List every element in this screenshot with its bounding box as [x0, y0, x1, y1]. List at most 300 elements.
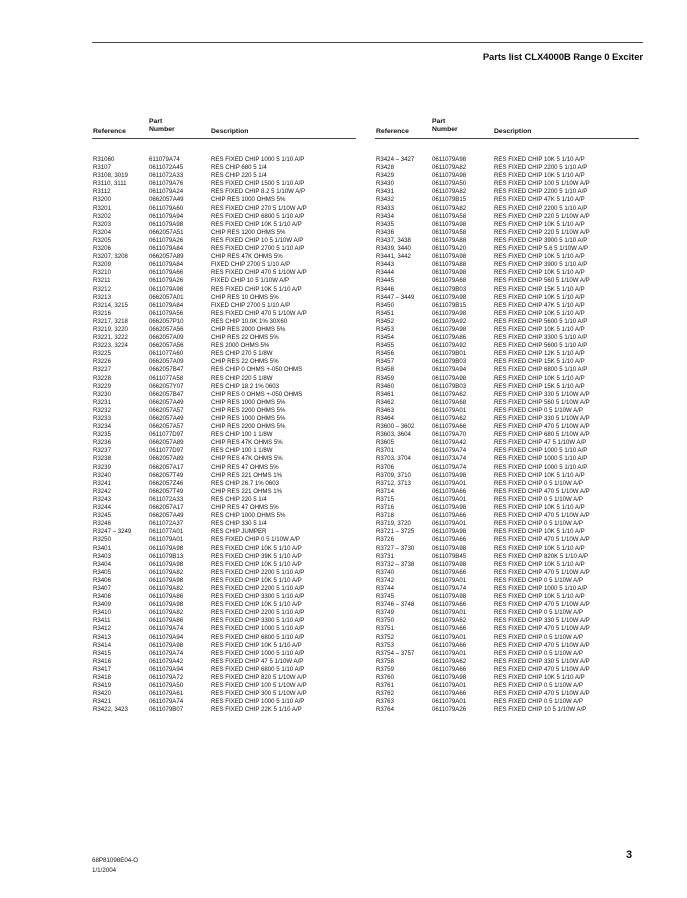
table-row	[92, 399, 356, 407]
description-cell: RES FIXED CHIP 10K 5 1/10 A/P	[494, 156, 585, 163]
description-cell: RES FIXED CHIP 10K 5 1/10 A/P	[494, 674, 585, 681]
table-row	[92, 650, 356, 658]
reference-cell: R3231	[93, 398, 111, 406]
description-cell: RES FIXED CHIP 10K 5 1/10 A/P	[494, 471, 585, 479]
description-cell: RES FIXED CHIP 10K 5 1/10 A/P	[494, 560, 585, 568]
part-number-cell: 0611079A98	[432, 269, 467, 277]
reference-cell: R3237	[93, 447, 111, 455]
table-row	[92, 504, 356, 512]
reference-cell: R3416	[93, 657, 111, 665]
document-number: 68P81098E04-O	[92, 857, 139, 864]
description-cell: RES FIXED CHIP 470 5 1/10W A/P	[211, 309, 307, 317]
table-row	[375, 261, 639, 269]
part-number-cell: 0611079A98	[432, 293, 467, 301]
reference-cell: R3202	[93, 212, 111, 220]
part-number-cell: 0611079A98	[149, 285, 184, 293]
table-row	[375, 634, 639, 642]
reference-cell: R3223, 3224	[93, 342, 128, 350]
table-row	[92, 690, 356, 698]
parts-table-right	[375, 112, 639, 714]
part-number-cell: 0611079A66	[149, 269, 184, 277]
table-row	[375, 358, 639, 366]
description-cell: CHIP RES 1000 OHMS 5%	[211, 398, 286, 406]
header-reference: Reference	[93, 128, 126, 135]
table-row	[92, 561, 356, 569]
description-cell: RES FIXED CHIP 12K 5 1/10 A/P	[494, 350, 585, 358]
reference-cell: R3235	[93, 431, 111, 439]
reference-cell: R3731	[376, 552, 394, 560]
reference-cell: R3703, 3704	[376, 455, 411, 463]
part-number-cell: 0611079A82	[432, 188, 467, 196]
table-row	[375, 439, 639, 447]
table-row	[375, 407, 639, 415]
reference-cell: R3754 – 3757	[376, 649, 415, 657]
description-cell: RES FIXED CHIP 0 5 1/10W A/P	[494, 609, 583, 617]
table-row	[375, 512, 639, 520]
part-number-cell: 0611079A98	[432, 504, 467, 512]
part-number-cell: 0611079A98	[432, 374, 467, 382]
part-number-cell: 0611079A82	[149, 568, 184, 576]
table-row	[375, 698, 639, 706]
document-date: 1/1/2004	[92, 867, 117, 874]
reference-cell: R3206	[93, 245, 111, 253]
part-number-cell: 0611079B03	[432, 285, 467, 293]
table-row	[92, 642, 356, 650]
part-number-cell: 0662057A56	[149, 325, 184, 333]
table-row	[92, 253, 356, 261]
part-number-cell: 0611079A74	[149, 698, 184, 706]
reference-cell: R3446	[376, 285, 394, 293]
description-cell: RES FIXED CHIP 10 5 1/10W A/P	[494, 706, 587, 714]
table-row	[92, 326, 356, 334]
description-cell: CHIP RES 2200 OHMS 5%	[211, 423, 286, 431]
page-header-title: Parts list CLX4000B Range 0 Exciter	[482, 52, 643, 63]
table-row	[375, 180, 639, 188]
table-row	[92, 455, 356, 463]
part-number-cell: 0611079A68	[432, 398, 467, 406]
top-rule	[92, 42, 643, 43]
part-number-cell: 0611079A92	[432, 317, 467, 325]
reference-cell: R3436	[376, 228, 394, 236]
part-number-cell: 0611079A62	[432, 390, 467, 398]
description-cell: RES FIXED CHIP 10K 5 1/10 A/P	[494, 544, 585, 552]
reference-cell: R3715	[376, 495, 394, 503]
table-row	[375, 391, 639, 399]
reference-cell: R3110, 3111	[93, 180, 127, 188]
header-rule	[92, 138, 356, 139]
reference-cell: R3435	[376, 220, 394, 228]
part-number-cell: 0611079A24	[149, 188, 184, 196]
description-cell: RES FIXED CHIP 0 5 1/10W A/P	[494, 633, 583, 641]
table-row	[92, 601, 356, 609]
description-cell: RES FIXED CHIP 0 5 1/10W A/P	[494, 479, 583, 487]
table-row	[92, 383, 356, 391]
table-row	[375, 593, 639, 601]
table-row	[375, 488, 639, 496]
part-number-cell: 0611079A42	[149, 657, 184, 665]
part-number-cell: 0611072A33	[149, 495, 184, 503]
reference-cell: R3455	[376, 342, 394, 350]
reference-cell: R3716	[376, 504, 394, 512]
part-number-cell: 0611079A01	[432, 633, 467, 641]
table-header	[92, 112, 356, 138]
reference-cell: R3445	[376, 277, 394, 285]
part-number-cell: 0662057A57	[149, 423, 184, 431]
reference-cell: R3421	[93, 698, 111, 706]
description-cell: RES FIXED CHIP 1000 5 1/10 A/P	[494, 455, 588, 463]
part-number-cell: 0662057T49	[149, 471, 184, 479]
description-cell: RES FIXED CHIP 5.6 5 1/10W A/P	[494, 245, 589, 253]
table-row	[375, 423, 639, 431]
table-row	[92, 553, 356, 561]
description-cell: RES CHIP JUMPER	[211, 528, 267, 536]
reference-cell: R3108, 3019	[93, 172, 128, 180]
table-row	[375, 431, 639, 439]
reference-cell: R3431	[376, 188, 394, 196]
reference-cell: R3408	[93, 593, 111, 601]
table-row	[375, 350, 639, 358]
reference-cell: R3226	[93, 358, 111, 366]
description-cell: RES FIXED CHIP 100 5 1/10W A/P	[211, 682, 307, 690]
table-row	[375, 496, 639, 504]
reference-cell: R3232	[93, 406, 111, 414]
description-cell: FIXED CHIP 10 5 1/10W A/P	[211, 277, 290, 285]
reference-cell: R3217, 3218	[93, 317, 128, 325]
reference-cell: R3420	[93, 690, 111, 698]
part-number-cell: 0611079A66	[432, 423, 467, 431]
table-row	[375, 172, 639, 180]
reference-cell: R3216	[93, 309, 111, 317]
reference-cell: R3721 – 3725	[376, 528, 415, 536]
part-number-cell: 0611079A68	[432, 277, 467, 285]
part-number-cell: 0611079A98	[149, 220, 184, 228]
table-row	[375, 569, 639, 577]
description-cell: RES FIXED CHIP 1000 5 1/10 A/P	[211, 625, 305, 633]
table-row	[92, 205, 356, 213]
table-row	[375, 480, 639, 488]
reference-cell: R3410	[93, 609, 111, 617]
reference-cell: R3443	[376, 261, 394, 269]
reference-cell: R3456	[376, 350, 394, 358]
table-row	[92, 334, 356, 342]
reference-cell: R3430	[376, 180, 394, 188]
description-cell: RES FIXED CHIP 5600 5 1/10 A/P	[494, 317, 588, 325]
parts-rows-left	[92, 156, 356, 714]
table-row	[375, 706, 639, 714]
reference-cell: R3204	[93, 228, 111, 236]
reference-cell: R3209	[93, 261, 111, 269]
reference-cell: R3107	[93, 164, 111, 172]
table-row	[92, 512, 356, 520]
part-number-cell: 0611079A98	[432, 309, 467, 317]
description-cell: CHIP RES 0 OHMS +-050 OHMS	[211, 390, 303, 398]
reference-cell: R3726	[376, 536, 394, 544]
part-number-cell: 0611079A66	[432, 665, 467, 673]
part-number-cell: 0611079A98	[432, 172, 467, 180]
reference-cell: R3760	[376, 674, 394, 681]
reference-cell: R3413	[93, 633, 111, 641]
table-row	[92, 286, 356, 294]
description-cell: RES CHIP 18.2 1% 0603	[211, 382, 279, 390]
description-cell: RES FIXED CHIP 820 5 1/10W A/P	[211, 674, 307, 681]
reference-cell: R3600 – 3602	[376, 423, 415, 431]
table-row	[375, 269, 639, 277]
description-cell: RES CHIP 330 5 1/4	[211, 520, 267, 528]
table-row	[375, 690, 639, 698]
reference-cell: R3419	[93, 682, 111, 690]
parts-rows-right	[375, 156, 639, 714]
part-number-cell: 0611079A98	[432, 560, 467, 568]
reference-cell: R3701	[376, 447, 394, 455]
part-number-cell: 0611079A98	[432, 544, 467, 552]
table-row	[375, 334, 639, 342]
description-cell: RES FIXED CHIP 1000 5 1/10 A/P	[494, 584, 588, 592]
part-number-cell: 0611079A82	[432, 204, 467, 212]
description-cell: RES FIXED CHIP 2200 5 1/10 A/P	[494, 164, 588, 172]
reference-cell: R3205	[93, 236, 111, 244]
table-row	[92, 245, 356, 253]
table-row	[92, 447, 356, 455]
reference-cell: R3751	[376, 625, 394, 633]
part-number-cell: 0611079A98	[149, 601, 184, 609]
table-row	[92, 294, 356, 302]
part-number-cell: 0611079B03	[432, 358, 467, 366]
table-row	[92, 342, 356, 350]
part-number-cell: 0611079A92	[432, 342, 467, 350]
table-row	[375, 520, 639, 528]
description-cell: RES FIXED CHIP 470 5 1/10W A/P	[494, 601, 590, 609]
reference-cell: R3764	[376, 706, 394, 714]
description-cell: RES FIXED CHIP 6800 5 1/10 A/P	[211, 633, 305, 641]
description-cell: RES FIXED CHIP 820K 5 1/10 A/P	[494, 552, 589, 560]
description-cell: RES FIXED CHIP 0 5 1/10W A/P	[494, 682, 583, 690]
reference-cell: R3201	[93, 204, 111, 212]
table-row	[375, 504, 639, 512]
description-cell: RES FIXED CHIP 22K 5 1/10 A/P	[211, 706, 302, 714]
part-number-cell: 0611079B01	[432, 350, 467, 358]
part-number-cell: 0611079A86	[149, 617, 184, 625]
reference-cell: R3434	[376, 212, 394, 220]
reference-cell: R3227	[93, 366, 111, 374]
description-cell: RES FIXED CHIP 330 5 1/10W A/P	[494, 415, 590, 422]
table-row	[92, 674, 356, 682]
description-cell: RES FIXED CHIP 47 5 1/10W A/P	[494, 439, 587, 447]
reference-cell: R3451	[376, 309, 394, 317]
reference-cell: R3414	[93, 641, 111, 649]
description-cell: RES FIXED CHIP 680 5 1/10W A/P	[494, 431, 590, 439]
description-cell: RES FIXED CHIP 0 5 1/10W A/P	[494, 406, 583, 414]
part-number-cell: 0662057T49	[149, 487, 184, 495]
reference-cell: R3605	[376, 439, 394, 447]
table-row	[375, 585, 639, 593]
table-row	[375, 415, 639, 423]
table-row	[375, 642, 639, 650]
part-number-cell: 0662057A56	[149, 342, 184, 350]
description-cell: RES FIXED CHIP 1000 5 1/10 A/P	[494, 463, 588, 471]
description-cell: RES CHIP 220 5 1/4	[211, 172, 267, 180]
description-cell: RES FIXED CHIP 560 5 1/10W A/P	[494, 398, 590, 406]
part-number-cell: 0662057A01	[149, 293, 184, 301]
description-cell: RES FIXED CHIP 10K 5 1/10 A/P	[211, 576, 302, 584]
reference-cell: R3211	[93, 277, 111, 285]
part-number-cell: 0611079A58	[432, 228, 467, 236]
table-row	[92, 464, 356, 472]
description-cell: RES FIXED CHIP 330 5 1/10W A/P	[494, 617, 590, 625]
reference-cell: R3762	[376, 690, 394, 698]
reference-cell: R3732 – 3738	[376, 560, 415, 568]
reference-cell: R3763	[376, 698, 394, 706]
part-number-cell: 0611079A98	[149, 560, 184, 568]
part-number-cell: 0611079A01	[432, 406, 467, 414]
table-row	[92, 431, 356, 439]
reference-cell: R3234	[93, 423, 111, 431]
reference-cell: R3112	[93, 188, 111, 196]
description-cell: RES FIXED CHIP 470 5 1/10W A/P	[494, 641, 590, 649]
description-cell: RES FIXED CHIP 47K 5 1/10 A/P	[494, 196, 585, 204]
part-number-cell: 0611079A98	[432, 593, 467, 601]
reference-cell: R3746 – 3748	[376, 601, 415, 609]
part-number-cell: 0611079A98	[432, 156, 467, 163]
description-cell: FIXED CHIP 2700 5 1/10 A/P	[211, 301, 291, 309]
part-number-cell: 0611077D97	[149, 431, 184, 439]
table-row	[375, 666, 639, 674]
description-cell: RES FIXED CHIP 10K 5 1/10 A/P	[211, 601, 302, 609]
description-cell: RES CHIP 100 1 1/8W	[211, 447, 273, 455]
table-row	[92, 625, 356, 633]
table-row	[92, 318, 356, 326]
table-row	[375, 229, 639, 237]
reference-cell: R3603, 3604	[376, 431, 411, 439]
description-cell: RES FIXED CHIP 15K 5 1/10 A/P	[494, 382, 585, 390]
table-row	[375, 205, 639, 213]
description-cell: FIXED CHIP 2700 5 1/10 A/P	[211, 261, 291, 269]
header-part-number: Part Number	[432, 118, 458, 133]
table-row	[92, 375, 356, 383]
part-number-cell: 0611079A74	[432, 584, 467, 592]
description-cell: RES FIXED CHIP 2200 5 1/10 A/P	[494, 204, 588, 212]
reference-cell: R3744	[376, 584, 394, 592]
table-row	[92, 658, 356, 666]
table-row	[375, 221, 639, 229]
table-row	[375, 326, 639, 334]
description-cell: RES CHIP 10.0K 1% 30X60	[211, 317, 288, 325]
part-number-cell: 0611079A98	[432, 471, 467, 479]
description-cell: RES FIXED CHIP 10K 5 1/10 A/P	[211, 641, 302, 649]
part-number-cell: 0611079B15	[432, 301, 467, 309]
table-row	[375, 245, 639, 253]
reference-cell: R3753	[376, 641, 394, 649]
table-row	[92, 213, 356, 221]
description-cell: RES FIXED CHIP 8.2 5 1/10W A/P	[211, 188, 306, 196]
description-cell: RES CHIP 270 5 1/8W	[211, 350, 273, 358]
reference-cell: R3441, 3442	[376, 253, 411, 261]
description-cell: RES FIXED CHIP 2200 5 1/10 A/P	[211, 584, 305, 592]
part-number-cell: 0611079A94	[149, 665, 184, 673]
description-cell: RES FIXED CHIP 2200 5 1/10 A/P	[211, 568, 305, 576]
description-cell: RES FIXED CHIP 3300 5 1/10 A/P	[494, 334, 588, 342]
part-number-cell: 0611073A74	[432, 455, 467, 463]
reference-cell: R3437, 3438	[376, 236, 411, 244]
part-number-cell: 0662057A51	[149, 228, 184, 236]
reference-cell: R3714	[376, 487, 394, 495]
part-number-cell: 0611079A74	[432, 447, 467, 455]
table-row	[92, 407, 356, 415]
description-cell: RES CHIP 680 5 1/4	[211, 164, 267, 172]
table-row	[92, 488, 356, 496]
description-cell: CHIP RES 1200 OHMS 5%	[211, 228, 286, 236]
description-cell: CHIP RES 221 OHMS 1%	[211, 487, 283, 495]
table-row	[375, 674, 639, 682]
table-row	[92, 310, 356, 318]
part-number-cell: 0611079A01	[432, 698, 467, 706]
part-number-cell: 0611079A98	[432, 220, 467, 228]
part-number-cell: 0611079A66	[432, 536, 467, 544]
part-number-cell: 0611079A74	[149, 625, 184, 633]
reference-cell: R3460	[376, 382, 394, 390]
part-number-cell: 0611079A66	[432, 487, 467, 495]
table-row	[375, 366, 639, 374]
description-cell: CHIP RES 22 OHMS 5%	[211, 334, 279, 342]
part-number-cell: 0611079B13	[149, 552, 184, 560]
table-row	[92, 188, 356, 196]
description-cell: RES FIXED CHIP 6800 5 1/10 A/P	[211, 212, 305, 220]
description-cell: CHIP RES 10 OHMS 5%	[211, 293, 279, 301]
table-row	[92, 277, 356, 285]
reference-cell: R3250	[93, 536, 111, 544]
description-cell: CHIP RES 1000 OHMS 5%	[211, 196, 286, 204]
part-number-cell: 0611079A60	[149, 204, 184, 212]
part-number-cell: 0611079A61	[149, 690, 184, 698]
table-row	[375, 577, 639, 585]
reference-cell: R3228	[93, 374, 111, 382]
part-number-cell: 0611079A86	[432, 334, 467, 342]
description-cell: RES FIXED CHIP 2200 5 1/10 A/P	[211, 609, 305, 617]
table-row	[92, 706, 356, 714]
reference-cell: R3461	[376, 390, 394, 398]
description-cell: CHIP RES 22 OHMS 5%	[211, 358, 279, 366]
reference-cell: R3428	[376, 164, 394, 172]
part-number-cell: 0662057Z46	[149, 479, 184, 487]
table-row	[92, 229, 356, 237]
reference-cell: R3464	[376, 415, 394, 422]
part-number-cell: 0611079A01	[432, 520, 467, 528]
part-number-cell: 0611077A01	[149, 528, 184, 536]
description-cell: CHIP RES 47K OHMS 5%	[211, 455, 283, 463]
description-cell: RES FIXED CHIP 220 5 1/10W A/P	[494, 212, 590, 220]
table-row	[375, 617, 639, 625]
part-number-cell: 0611079A74	[432, 463, 467, 471]
header-description: Description	[211, 128, 249, 135]
footer	[92, 856, 138, 876]
part-number-cell: 0611079A66	[432, 512, 467, 520]
part-number-cell: 0611079A98	[149, 641, 184, 649]
reference-cell: R3727 – 3730	[376, 544, 415, 552]
table-row	[92, 577, 356, 585]
description-cell: RES FIXED CHIP 1000 5 1/10 A/P	[494, 447, 588, 455]
description-cell: RES FIXED CHIP 10K 5 1/10 A/P	[494, 269, 585, 277]
page-number: 3	[626, 849, 633, 861]
description-cell: RES FIXED CHIP 470 5 1/10W A/P	[494, 568, 590, 576]
reference-cell: R3418	[93, 674, 111, 681]
table-row	[375, 625, 639, 633]
table-row	[375, 156, 639, 164]
reference-cell: R3212	[93, 285, 111, 293]
table-row	[375, 601, 639, 609]
table-row	[375, 277, 639, 285]
reference-cell: R3239	[93, 463, 111, 471]
table-row	[92, 617, 356, 625]
reference-cell: R3404	[93, 560, 111, 568]
